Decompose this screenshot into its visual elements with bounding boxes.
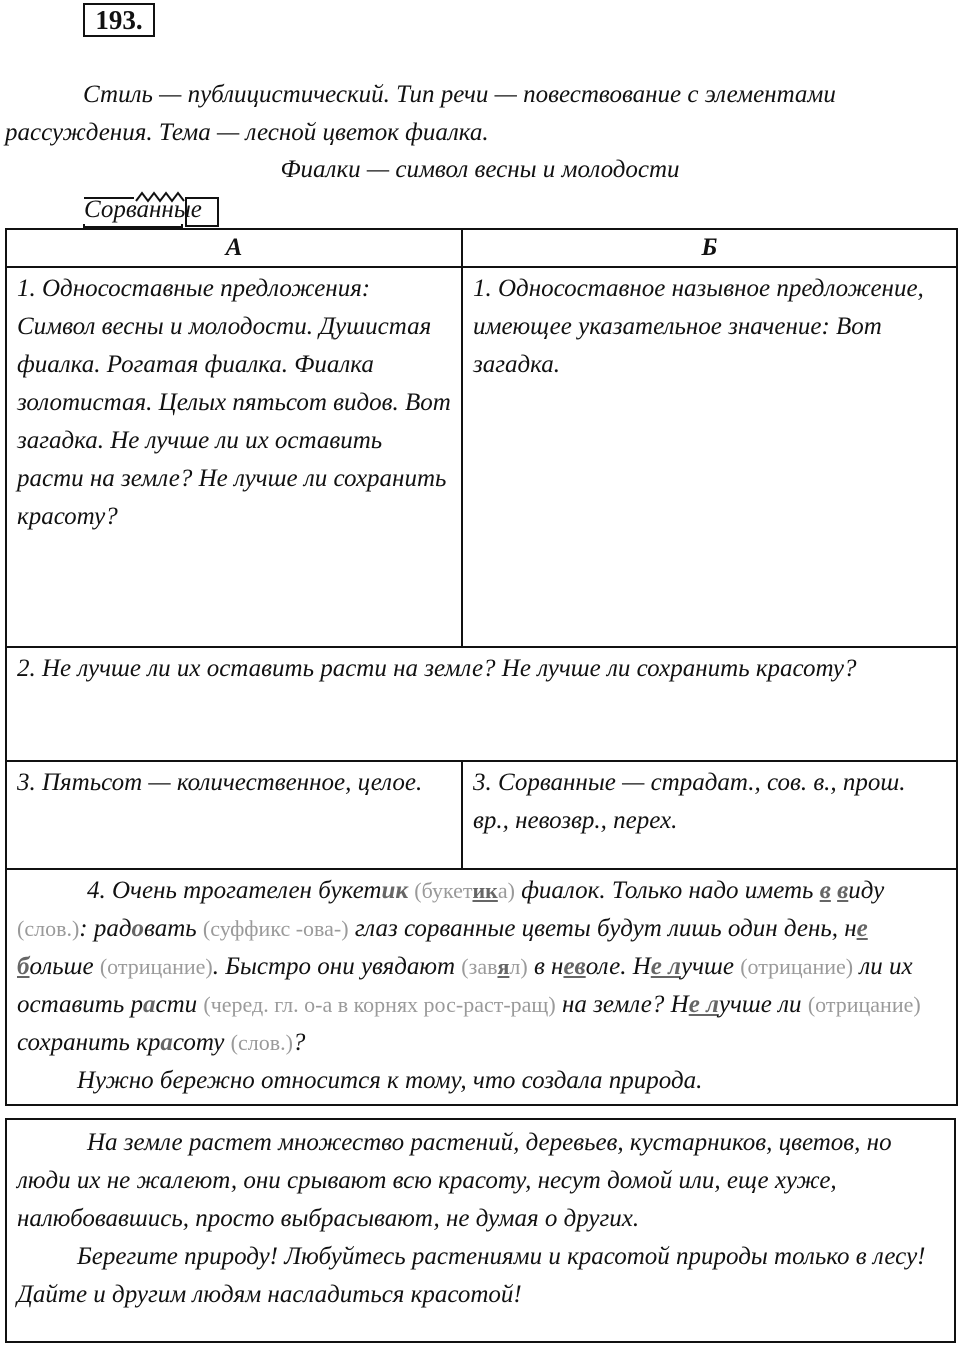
- exercise-number: 193.: [83, 3, 155, 37]
- cell-b3: 3. Сорванные — страдат., сов. в., прош. вр., невозвр., перех.: [462, 761, 957, 869]
- final-paragraph-1: На земле растет множество растений, деревьев, кустарников, цветов, но люди их не жалеют, они срывают всю красоту, несут домой или, еще хуже, налюбовавшись, просто выбрасывают, не думая о других.: [17, 1129, 892, 1232]
- cell-2: 2. Не лучше ли их оставить расти на земле? Не лучше ли сохранить красоту?: [6, 647, 957, 761]
- cell-a3: 3. Пятьсот — количественное, целое.: [6, 761, 462, 869]
- intro-paragraph: Стиль — публицистический. Тип речи — повествование с элементами рассуждения. Тема — лесной цветок фиалка.: [5, 81, 836, 146]
- text-title: Фиалки — символ весны и молодости: [280, 156, 680, 183]
- final-text-box: [5, 1118, 956, 1343]
- conclusion: Нужно бережно относится к тому, что создала природа.: [77, 1067, 703, 1094]
- cell-4: 4. Очень трогателен букетик (букетика) фиалок. Только надо иметь в виду (слов.): радовать (суффикс -ова-) глаз сорванные цветы будут лишь один день, не больше (отрицание). Быстро они увядают (завял) в неволе. Не лучше (отрицание) ли их оставить расти (черед. гл. о-а в корнях рос-раст-ращ) на земле? Не лучше ли (отрицание) сохранить красоту (слов.)? Нужно бережно относится к тому, что создала природа.: [6, 869, 957, 1105]
- column-b-header: Б: [462, 229, 957, 267]
- morpheme-marks: [84, 191, 224, 229]
- analysis-table: [5, 228, 958, 1106]
- word-parse: [84, 191, 224, 229]
- column-a-header: А: [6, 229, 462, 267]
- parsed-word: Сорванные: [84, 196, 202, 223]
- cell-a1: 1. Односоставные предложения: Символ весны и молодости. Душистая фиалка. Рогатая фиалка. Фиалка золотистая. Целых пятьсот видов. Вот загадка. Не лучше ли их оставить расти на земле? Не лучше ли сохранить красоту?: [6, 267, 462, 647]
- final-paragraph-2: Берегите природу! Любуйтесь растениями и красотой природы только в лесу! Дайте и другим людям насладиться красотой!: [17, 1243, 926, 1308]
- cell-b1: 1. Односоставное назывное предложение, имеющее указательное значение: Вот загадка.: [462, 267, 957, 647]
- suffix-mark: [136, 193, 184, 201]
- stem-mark: [84, 224, 182, 227]
- ending-mark: [186, 198, 218, 226]
